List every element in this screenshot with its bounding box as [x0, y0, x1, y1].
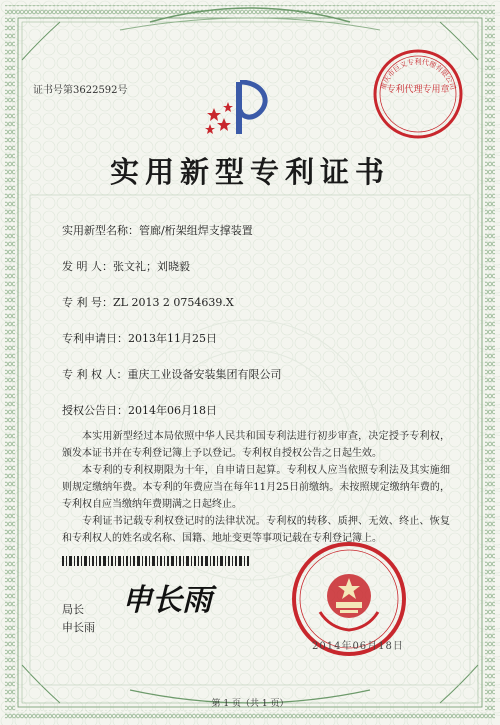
- signature-handwriting: 申长雨: [122, 583, 212, 618]
- certificate-body: [62, 428, 450, 547]
- director-name: 申长雨: [62, 621, 95, 634]
- director-signature: [120, 572, 220, 622]
- field-label: 授权公告日：: [62, 404, 128, 417]
- certificate-number: 证书号第3622592号: [33, 85, 128, 96]
- agency-seal-ring-text: 重庆市巨义专利代理有限公司: [379, 58, 457, 91]
- field-label: 发 明 人：: [62, 260, 113, 273]
- director-title: 局长: [62, 603, 84, 616]
- page-title: 实用新型专利证书: [109, 155, 390, 189]
- agency-seal-inner-text: 专利代理专用章: [386, 85, 450, 95]
- field-label: 专 利 权 人：: [62, 368, 128, 381]
- field-label: 实用新型名称：: [62, 224, 139, 237]
- field-value: ZL 2013 2 0754639.X: [113, 296, 234, 309]
- field-value: 管廊/桁架组焊支撑装置: [139, 224, 253, 237]
- body-paragraph: 本实用新型经过本局依照中华人民共和国专利法进行初步审查，决定授予专利权，颁发本证书并在专利登记簿上予以登记。专利权自授权公告之日起生效。: [62, 431, 450, 459]
- field-value: 2014年06月18日: [128, 404, 217, 417]
- field-inventor: [62, 258, 190, 274]
- body-paragraph: 本专利的专利权期限为十年，自申请日起算。专利权人应当依照专利法及其实施细则规定缴纳年费。本专利的年费应当在每年11月25日前缴纳。未按照规定缴纳年费的，专利权自应当缴纳年费期满之日起终止。: [62, 465, 450, 510]
- field-value: 重庆工业设备安装集团有限公司: [127, 368, 282, 381]
- field-value: 张文礼；刘晓毅: [113, 260, 190, 273]
- field-label: 专利申请日：: [62, 332, 128, 345]
- field-grant-date: [62, 402, 217, 418]
- field-label: 专 利 号：: [62, 296, 113, 309]
- barcode: [62, 556, 252, 566]
- field-patentee: [62, 366, 282, 382]
- body-paragraph: 专利证书记载专利权登记时的法律状况。专利权的转移、质押、无效、终止、恢复和专利权人的姓名或名称、国籍、地址变更等事项记载在专利登记簿上。: [62, 516, 450, 544]
- field-application-date: [62, 330, 217, 346]
- field-utility-name: [62, 222, 253, 238]
- field-patent-number: [62, 294, 234, 310]
- agency-seal: [372, 48, 464, 140]
- seal-date: 2014年06月18日: [312, 641, 404, 652]
- page-footer: 第 1 页（共 1 页）: [211, 699, 289, 709]
- field-value: 2013年11月25日: [128, 332, 217, 345]
- patent-office-logo: [200, 80, 280, 140]
